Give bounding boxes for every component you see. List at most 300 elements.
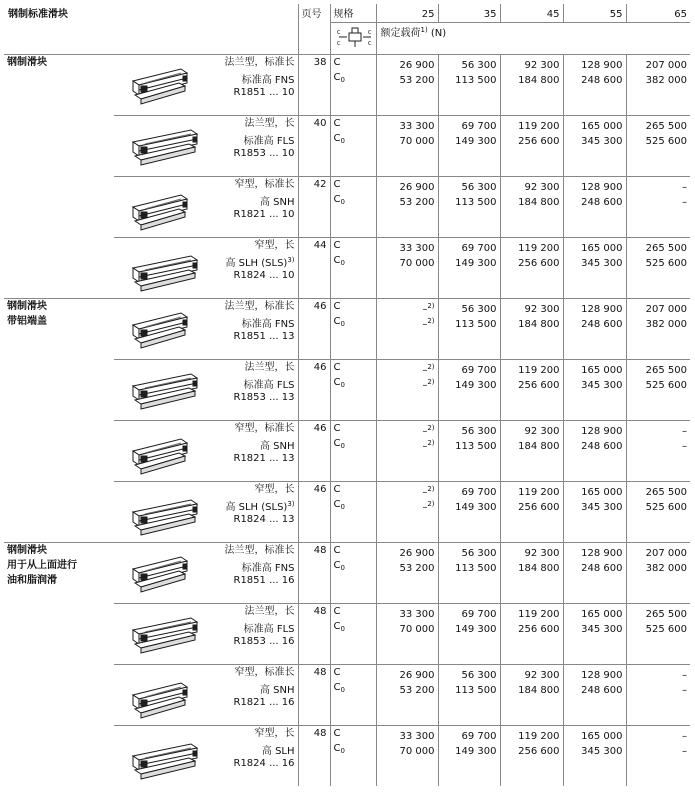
load-value-cell — [438, 299, 500, 360]
dynamic-load-label: C — [333, 606, 341, 617]
dynamic-load-value: 119 200 — [518, 731, 560, 742]
model-description — [198, 482, 298, 543]
load-value-cell — [500, 360, 563, 421]
static-load-value: 525 600 — [645, 136, 688, 147]
dynamic-load-value: 69 700 — [461, 365, 497, 376]
static-load-label: $C_0$ — [333, 438, 345, 450]
model-description — [198, 543, 298, 604]
load-value-cell — [376, 116, 438, 177]
model-type: 法兰型，标准长 — [224, 57, 295, 68]
static-load-value: 248 600 — [581, 563, 623, 574]
load-value-cell — [626, 360, 690, 421]
model-height: 高 SLH (SLS)$^{3)}$ — [225, 256, 295, 269]
dynamic-load-label: C — [333, 57, 341, 68]
dynamic-load-value: 56 300 — [461, 670, 497, 681]
static-load-value: –$^{2)}$ — [422, 500, 435, 513]
model-type: 法兰型，长 — [244, 606, 295, 617]
static-load-value: 149 300 — [455, 380, 497, 391]
load-value-cell — [376, 299, 438, 360]
page-number: 48 — [298, 543, 330, 604]
load-value-cell — [376, 238, 438, 299]
load-value-cell — [376, 177, 438, 238]
dynamic-load-value: 26 900 — [399, 548, 435, 559]
dynamic-load-value: 128 900 — [581, 60, 623, 71]
page-column-header: 页号 — [298, 4, 330, 23]
static-load-label: $C_0$ — [333, 316, 345, 328]
category-cell — [4, 55, 114, 299]
static-load-value: – — [682, 746, 688, 757]
dynamic-load-value: 92 300 — [524, 426, 560, 437]
dynamic-load-value: – — [682, 670, 688, 681]
category-line: 油和脂润滑 — [7, 575, 57, 586]
model-type: 窄型，长 — [254, 728, 295, 739]
static-load-label: $C_0$ — [333, 377, 345, 389]
load-value-cell — [438, 55, 500, 116]
part-number: R1824 ... 16 — [233, 758, 295, 769]
load-value-cell — [500, 55, 563, 116]
model-type: 窄型，长 — [254, 240, 295, 251]
static-load-value: 113 500 — [455, 197, 497, 208]
load-value-cell — [563, 177, 626, 238]
carriage-icon — [125, 488, 199, 536]
dynamic-load-value: 265 500 — [645, 609, 688, 620]
static-load-value: 113 500 — [455, 441, 497, 452]
carriage-image — [114, 726, 198, 787]
load-value-cell — [563, 726, 626, 787]
carriage-image — [114, 177, 198, 238]
size-header: 25 — [376, 4, 438, 23]
static-load-value: 53 200 — [399, 75, 435, 86]
svg-text:C: C — [367, 30, 372, 36]
model-type: 窄型，标准长 — [234, 179, 295, 190]
load-value-cell — [438, 604, 500, 665]
load-direction-icon — [330, 23, 376, 55]
part-number: R1853 ... 10 — [233, 148, 295, 159]
static-load-value: 248 600 — [581, 441, 623, 452]
load-value-cell — [500, 726, 563, 787]
load-type-labels — [330, 299, 376, 360]
static-load-value: 256 600 — [518, 746, 560, 757]
static-load-value: 184 800 — [518, 563, 560, 574]
dynamic-load-value: 26 900 — [399, 60, 435, 71]
table-title: 钢制标准滑块 — [4, 4, 298, 55]
dynamic-load-label: C — [333, 484, 341, 495]
carriage-image — [114, 604, 198, 665]
dynamic-load-label: C — [333, 118, 341, 129]
size-header: 55 — [563, 4, 626, 23]
part-number: R1821 ... 16 — [233, 697, 295, 708]
carriage-icon — [125, 732, 199, 780]
dynamic-load-value: – — [682, 731, 688, 742]
dynamic-load-value: 56 300 — [461, 182, 497, 193]
load-value-cell — [626, 116, 690, 177]
dynamic-load-value: 33 300 — [399, 121, 435, 132]
page-number: 48 — [298, 604, 330, 665]
static-load-value: 345 300 — [581, 136, 623, 147]
static-load-value: 345 300 — [581, 746, 623, 757]
model-description — [198, 177, 298, 238]
static-load-value: 345 300 — [581, 502, 623, 513]
static-load-label: $C_0$ — [333, 621, 345, 633]
page-number: 38 — [298, 55, 330, 116]
model-height: 标准高 FNS — [241, 75, 295, 86]
model-type: 法兰型，标准长 — [224, 545, 295, 556]
static-load-value: 248 600 — [581, 75, 623, 86]
model-height: 高 SLH (SLS)$^{3)}$ — [225, 500, 295, 513]
static-load-value: 382 000 — [645, 319, 688, 330]
part-number: R1824 ... 10 — [233, 270, 295, 281]
static-load-value: 345 300 — [581, 258, 623, 269]
dynamic-load-value: –$^{2)}$ — [422, 485, 435, 498]
page-number: 42 — [298, 177, 330, 238]
static-load-value: 256 600 — [518, 136, 560, 147]
table-row — [4, 55, 690, 116]
dynamic-load-value: 119 200 — [518, 365, 560, 376]
part-number: R1824 ... 13 — [233, 514, 295, 525]
static-load-value: – — [682, 441, 688, 452]
dynamic-load-value: 119 200 — [518, 243, 560, 254]
page-number: 40 — [298, 116, 330, 177]
load-value-cell — [563, 665, 626, 726]
page-number: 46 — [298, 360, 330, 421]
model-height: 高 SLH — [261, 746, 295, 757]
load-value-cell — [376, 665, 438, 726]
model-height: 高 SNH — [259, 685, 295, 696]
static-load-label: $C_0$ — [333, 72, 345, 84]
load-value-cell — [626, 604, 690, 665]
static-load-label: $C_0$ — [333, 194, 345, 206]
load-type-labels — [330, 116, 376, 177]
dynamic-load-label: C — [333, 301, 341, 312]
part-number: R1853 ... 16 — [233, 636, 295, 647]
part-number: R1851 ... 16 — [233, 575, 295, 586]
dynamic-load-value: 119 200 — [518, 121, 560, 132]
dynamic-load-value: 92 300 — [524, 60, 560, 71]
part-number: R1821 ... 10 — [233, 209, 295, 220]
dynamic-load-value: 128 900 — [581, 304, 623, 315]
dynamic-load-label: C — [333, 240, 341, 251]
load-value-cell — [500, 665, 563, 726]
static-load-value: 256 600 — [518, 624, 560, 635]
carriage-image — [114, 116, 198, 177]
static-load-value: 70 000 — [399, 136, 435, 147]
load-value-cell — [563, 482, 626, 543]
carriage-icon — [125, 244, 199, 292]
carriage-icon — [125, 671, 199, 719]
load-value-cell — [500, 116, 563, 177]
dynamic-load-value: 165 000 — [581, 731, 623, 742]
dynamic-load-value: 92 300 — [524, 670, 560, 681]
model-description — [198, 726, 298, 787]
page-number: 48 — [298, 726, 330, 787]
static-load-value: 525 600 — [645, 624, 688, 635]
load-value-cell — [376, 482, 438, 543]
dynamic-load-value: 69 700 — [461, 121, 497, 132]
dynamic-load-value: 69 700 — [461, 609, 497, 620]
model-height: 标准高 FLS — [243, 380, 295, 391]
model-description — [198, 604, 298, 665]
static-load-value: 256 600 — [518, 502, 560, 513]
rated-load-label: 额定载荷$^{1)}$ (N) — [376, 23, 690, 55]
size-header: 35 — [438, 4, 500, 23]
dynamic-load-value: 207 000 — [645, 548, 688, 559]
carriage-image — [114, 421, 198, 482]
carriage-icon — [125, 366, 199, 414]
static-load-value: 184 800 — [518, 441, 560, 452]
svg-text:C: C — [367, 41, 372, 47]
load-value-cell — [626, 177, 690, 238]
dynamic-load-value: –$^{2)}$ — [422, 424, 435, 437]
load-type-labels — [330, 726, 376, 787]
static-load-value: 53 200 — [399, 563, 435, 574]
carriage-icon — [125, 427, 199, 475]
model-type: 窄型，长 — [254, 484, 295, 495]
model-type: 法兰型，长 — [244, 118, 295, 129]
dynamic-load-value: 92 300 — [524, 304, 560, 315]
dynamic-load-value: 92 300 — [524, 548, 560, 559]
dynamic-load-value: 165 000 — [581, 365, 623, 376]
static-load-value: 248 600 — [581, 685, 623, 696]
dynamic-load-value: 165 000 — [581, 121, 623, 132]
static-load-value: 345 300 — [581, 624, 623, 635]
load-type-labels — [330, 543, 376, 604]
svg-text:C: C — [336, 30, 341, 36]
dynamic-load-label: C — [333, 545, 341, 556]
dynamic-load-value: 69 700 — [461, 487, 497, 498]
load-value-cell — [376, 726, 438, 787]
dynamic-load-value: 33 300 — [399, 243, 435, 254]
dynamic-load-value: 119 200 — [518, 609, 560, 620]
model-height: 标准高 FLS — [243, 136, 295, 147]
static-load-value: –$^{2)}$ — [422, 317, 435, 330]
page-number: 46 — [298, 299, 330, 360]
dynamic-load-label: C — [333, 667, 341, 678]
model-description — [198, 665, 298, 726]
static-load-value: 525 600 — [645, 380, 688, 391]
load-value-cell — [376, 55, 438, 116]
load-value-cell — [563, 604, 626, 665]
static-load-value: 382 000 — [645, 75, 688, 86]
static-load-value: – — [682, 197, 688, 208]
static-load-value: 113 500 — [455, 563, 497, 574]
dynamic-load-value: 207 000 — [645, 60, 688, 71]
category-line: 钢制滑块 — [7, 545, 47, 556]
spec-column-header: 规格 — [330, 4, 376, 23]
category-cell — [4, 543, 114, 787]
static-load-value: 53 200 — [399, 685, 435, 696]
dynamic-load-value: 119 200 — [518, 487, 560, 498]
carriage-image — [114, 543, 198, 604]
table-row — [4, 543, 690, 604]
dynamic-load-value: 26 900 — [399, 182, 435, 193]
static-load-value: 70 000 — [399, 624, 435, 635]
load-type-labels — [330, 55, 376, 116]
load-value-cell — [563, 238, 626, 299]
carriage-icon — [125, 549, 199, 597]
load-value-cell — [376, 604, 438, 665]
load-value-cell — [563, 421, 626, 482]
load-value-cell — [500, 482, 563, 543]
category-line: 钢制滑块 — [7, 301, 47, 312]
load-value-cell — [500, 421, 563, 482]
model-description — [198, 238, 298, 299]
load-value-cell — [500, 238, 563, 299]
static-load-value: 184 800 — [518, 197, 560, 208]
model-height: 标准高 FNS — [241, 319, 295, 330]
load-value-cell — [438, 238, 500, 299]
category-line: 钢制滑块 — [7, 57, 47, 68]
load-value-cell — [563, 55, 626, 116]
static-load-value: 53 200 — [399, 197, 435, 208]
model-height: 标准高 FNS — [241, 563, 295, 574]
static-load-label: $C_0$ — [333, 133, 345, 145]
static-load-value: 184 800 — [518, 75, 560, 86]
dynamic-load-value: 165 000 — [581, 487, 623, 498]
static-load-value: 149 300 — [455, 502, 497, 513]
dynamic-load-value: 265 500 — [645, 121, 688, 132]
static-load-value: 149 300 — [455, 624, 497, 635]
static-load-value: 149 300 — [455, 136, 497, 147]
load-value-cell — [500, 299, 563, 360]
dynamic-load-value: 33 300 — [399, 731, 435, 742]
category-cell — [4, 299, 114, 543]
dynamic-load-value: –$^{2)}$ — [422, 363, 435, 376]
model-type: 法兰型，标准长 — [224, 301, 295, 312]
static-load-label: $C_0$ — [333, 682, 345, 694]
load-value-cell — [626, 238, 690, 299]
static-load-value: 184 800 — [518, 685, 560, 696]
dynamic-load-value: 56 300 — [461, 60, 497, 71]
load-value-cell — [626, 726, 690, 787]
table-row — [4, 299, 690, 360]
load-value-cell — [438, 482, 500, 543]
spec-table — [4, 4, 690, 786]
page-number: 46 — [298, 421, 330, 482]
carriage-icon — [125, 610, 199, 658]
category-line: 用于从上面进行 — [7, 560, 77, 571]
static-load-value: 256 600 — [518, 380, 560, 391]
static-load-value: 248 600 — [581, 319, 623, 330]
dynamic-load-value: 207 000 — [645, 304, 688, 315]
load-value-cell — [626, 421, 690, 482]
static-load-label: $C_0$ — [333, 743, 345, 755]
carriage-image — [114, 55, 198, 116]
load-type-labels — [330, 421, 376, 482]
load-value-cell — [376, 421, 438, 482]
static-load-value: 345 300 — [581, 380, 623, 391]
part-number: R1853 ... 13 — [233, 392, 295, 403]
load-value-cell — [438, 360, 500, 421]
static-load-value: 70 000 — [399, 258, 435, 269]
dynamic-load-label: C — [333, 362, 341, 373]
page-number: 48 — [298, 665, 330, 726]
static-load-value: 70 000 — [399, 746, 435, 757]
carriage-image — [114, 238, 198, 299]
load-value-cell — [438, 665, 500, 726]
static-load-value: 382 000 — [645, 563, 688, 574]
static-load-value: –$^{2)}$ — [422, 439, 435, 452]
size-header: 45 — [500, 4, 563, 23]
carriage-image — [114, 299, 198, 360]
static-load-value: 149 300 — [455, 258, 497, 269]
dynamic-load-label: C — [333, 423, 341, 434]
load-value-cell — [563, 543, 626, 604]
static-load-value: 113 500 — [455, 685, 497, 696]
load-type-labels — [330, 238, 376, 299]
load-type-labels — [330, 177, 376, 238]
static-load-value: – — [682, 685, 688, 696]
load-value-cell — [438, 726, 500, 787]
load-type-labels — [330, 360, 376, 421]
dynamic-load-label: C — [333, 179, 341, 190]
load-type-labels — [330, 604, 376, 665]
static-load-value: 113 500 — [455, 75, 497, 86]
model-description — [198, 116, 298, 177]
load-value-cell — [626, 55, 690, 116]
dynamic-load-value: 265 500 — [645, 365, 688, 376]
carriage-image — [114, 665, 198, 726]
carriage-icon — [125, 122, 199, 170]
category-line: 带铝端盖 — [7, 316, 47, 327]
dynamic-load-value: – — [682, 426, 688, 437]
load-value-cell — [500, 604, 563, 665]
dynamic-load-value: 69 700 — [461, 243, 497, 254]
model-type: 窄型，标准长 — [234, 423, 295, 434]
load-type-labels — [330, 482, 376, 543]
carriage-image — [114, 360, 198, 421]
model-type: 窄型，标准长 — [234, 667, 295, 678]
load-value-cell — [438, 116, 500, 177]
dynamic-load-value: 165 000 — [581, 609, 623, 620]
dynamic-load-label: C — [333, 728, 341, 739]
carriage-icon — [125, 305, 199, 353]
load-value-cell — [563, 299, 626, 360]
header-row — [4, 4, 690, 23]
dynamic-load-value: –$^{2)}$ — [422, 302, 435, 315]
dynamic-load-value: 128 900 — [581, 426, 623, 437]
dynamic-load-value: – — [682, 182, 688, 193]
static-load-label: $C_0$ — [333, 499, 345, 511]
page-number: 46 — [298, 482, 330, 543]
load-value-cell — [376, 543, 438, 604]
load-value-cell — [438, 543, 500, 604]
model-height: 高 SNH — [259, 441, 295, 452]
static-load-value: 184 800 — [518, 319, 560, 330]
static-load-value: 525 600 — [645, 258, 688, 269]
dynamic-load-value: 33 300 — [399, 609, 435, 620]
static-load-label: $C_0$ — [333, 255, 345, 267]
model-description — [198, 299, 298, 360]
size-header: 65 — [626, 4, 690, 23]
carriage-image — [114, 482, 198, 543]
dynamic-load-value: 56 300 — [461, 548, 497, 559]
model-description — [198, 55, 298, 116]
carriage-icon — [125, 61, 199, 109]
static-load-value: 248 600 — [581, 197, 623, 208]
part-number: R1851 ... 10 — [233, 87, 295, 98]
load-value-cell — [438, 421, 500, 482]
dynamic-load-value: 69 700 — [461, 731, 497, 742]
static-load-label: $C_0$ — [333, 560, 345, 572]
part-number: R1821 ... 13 — [233, 453, 295, 464]
load-value-cell — [500, 177, 563, 238]
dynamic-load-value: 128 900 — [581, 670, 623, 681]
page-number: 44 — [298, 238, 330, 299]
static-load-value: 525 600 — [645, 502, 688, 513]
carriage-icon — [125, 183, 199, 231]
model-description — [198, 421, 298, 482]
load-value-cell — [438, 177, 500, 238]
